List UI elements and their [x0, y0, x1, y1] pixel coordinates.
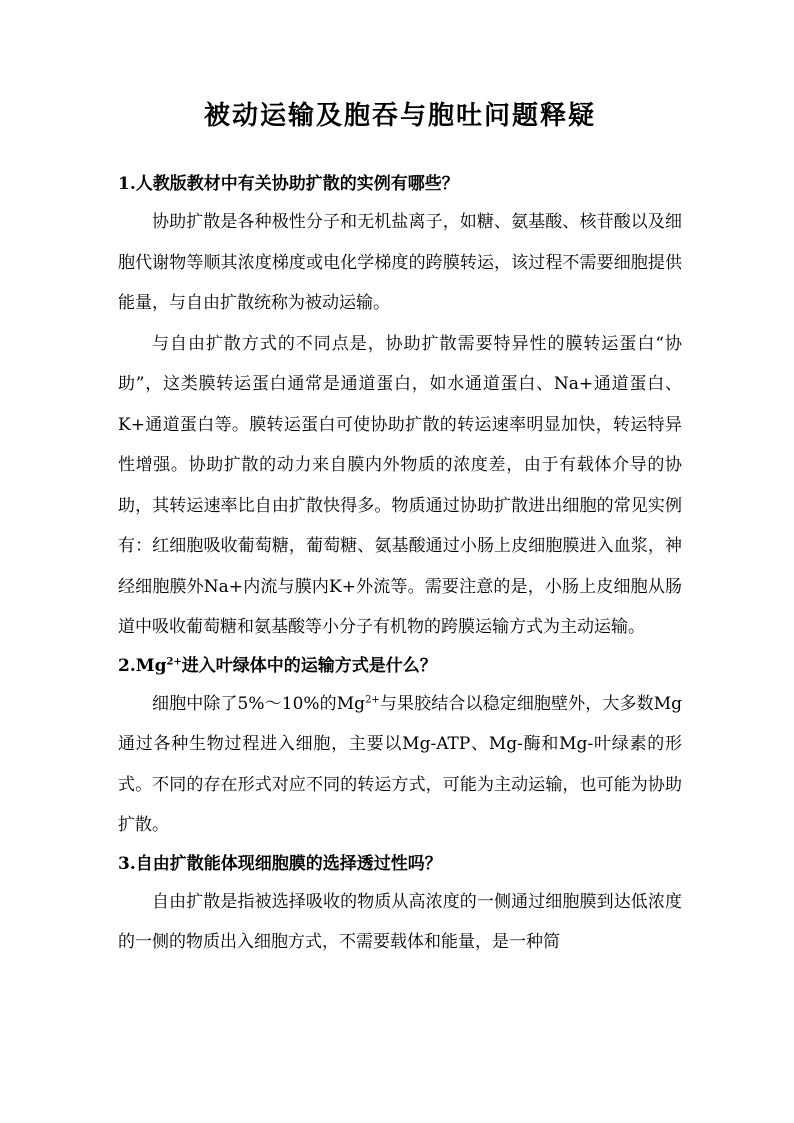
document-title: 被动运输及胞吞与胞吐问题释疑: [203, 101, 596, 131]
paragraph: [118, 684, 682, 846]
section-2: [118, 648, 682, 846]
superscript: 2+: [365, 693, 380, 705]
paragraph-text: 与果胶结合以稳定细胞壁外，大多数Mg通过各种生物过程进入细胞，主要以Mg-ATP、Mg-酶和Mg-叶绿素的形式。不同的存在形式对应不同的转运方式，可能为主动运输，也可能为协助扩散。: [118, 693, 683, 835]
question-heading: [118, 648, 682, 684]
question-heading: 3.自由扩散能体现细胞膜的选择透过性吗？: [118, 853, 442, 874]
paragraph: 与自由扩散方式的不同点是，协助扩散需要特异性的膜转运蛋白“协助”，这类膜转运蛋白通常是通道蛋白，如水通道蛋白、Na+通道蛋白、K+通道蛋白等。膜转运蛋白可使协助扩散的转运速率明显加快，转运特异性增强。协助扩散的动力来自膜内外物质的浓度差，由于有载体介导的协助，其转运速率比自由扩散快得多。物质通过协助扩散进出细胞的常见实例有：红细胞吸收葡萄糖，葡萄糖、氨基酸通过小肠上皮细胞膜进入血浆，神经细胞膜外Na+内流与膜内K+外流等。需要注意的是，小肠上皮细胞从肠道中吸收葡萄糖和氨基酸等小分子有机物的跨膜运输方式为主动运输。: [118, 333, 682, 637]
section-1: [118, 166, 682, 648]
paragraph: 自由扩散是指被选择吸收的物质从高浓度的一侧通过细胞膜到达低浓度的一侧的物质出入细胞方式，不需要载体和能量，是一种简: [118, 891, 682, 952]
heading-text: 2.Mg: [118, 655, 167, 676]
paragraph: 协助扩散是各种极性分子和无机盐离子，如糖、氨基酸、核苷酸以及细胞代谢物等顺其浓度梯度或电化学梯度的跨膜转运，该过程不需要细胞提供能量，与自由扩散统称为被动运输。: [118, 212, 682, 313]
superscript: 2+: [166, 655, 182, 667]
section-3: [118, 846, 682, 963]
question-heading: 1.人教版教材中有关协助扩散的实例有哪些？: [118, 174, 459, 194]
paragraph-text: 细胞中除了5%～10%的Mg: [152, 693, 366, 714]
heading-text: 进入叶绿体中的运输方式是什么？: [181, 655, 437, 676]
